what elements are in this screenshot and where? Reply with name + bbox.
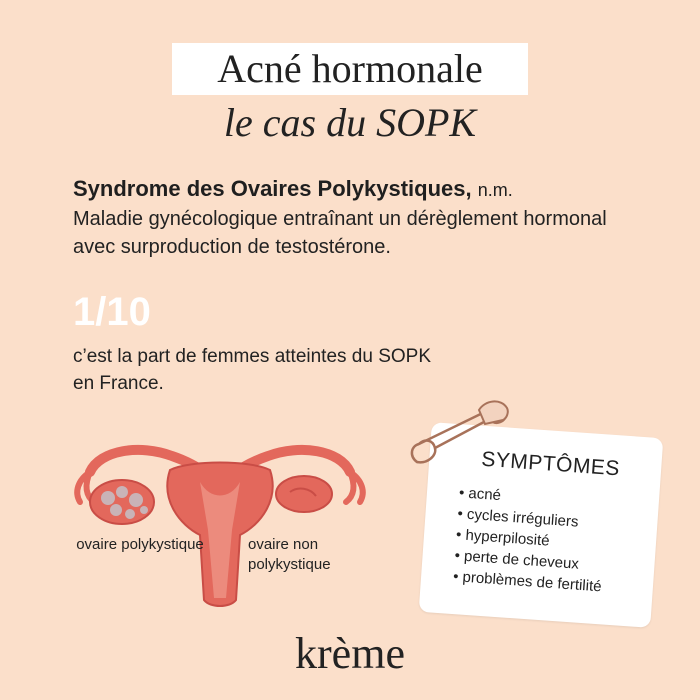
definition-term: Syndrome des Ovaires Polykystiques, xyxy=(73,176,472,201)
brand-logo: krème xyxy=(295,629,405,678)
stat-text: c’est la part de femmes atteintes du SOPK en France. xyxy=(73,346,432,394)
stat-number: 1/10 xyxy=(73,290,151,334)
uterus-illustration xyxy=(60,430,380,610)
page-subtitle: le cas du SOPK xyxy=(223,100,477,145)
definition-abbr: n.m. xyxy=(477,180,513,200)
symptoms-title: SYMPTÔMES xyxy=(480,447,621,481)
symptom-item: • problèmes de fertilité xyxy=(452,566,602,597)
symptoms-list xyxy=(452,482,608,597)
symptom-item: • hyperpilosité xyxy=(455,524,605,555)
normal-ovary xyxy=(276,476,332,512)
symptom-item: • acné xyxy=(458,482,608,513)
symptom-item: • cycles irréguliers xyxy=(457,503,607,534)
definition-term-line xyxy=(73,176,513,202)
page-title: Acné hormonale xyxy=(217,46,483,91)
symptom-item: • perte de cheveux xyxy=(454,545,604,576)
definition-body: Maladie gynécologique entraînant un dérèglement hormonal avec surproduction de testostérone. xyxy=(73,208,607,258)
title-box xyxy=(172,43,528,95)
polycystic-ovary xyxy=(90,480,154,524)
label-polycystic-ovary: ovaire polykystique xyxy=(76,536,204,553)
label-normal-ovary: ovaire non polykystique xyxy=(248,536,331,573)
safety-pin-icon xyxy=(405,392,515,482)
